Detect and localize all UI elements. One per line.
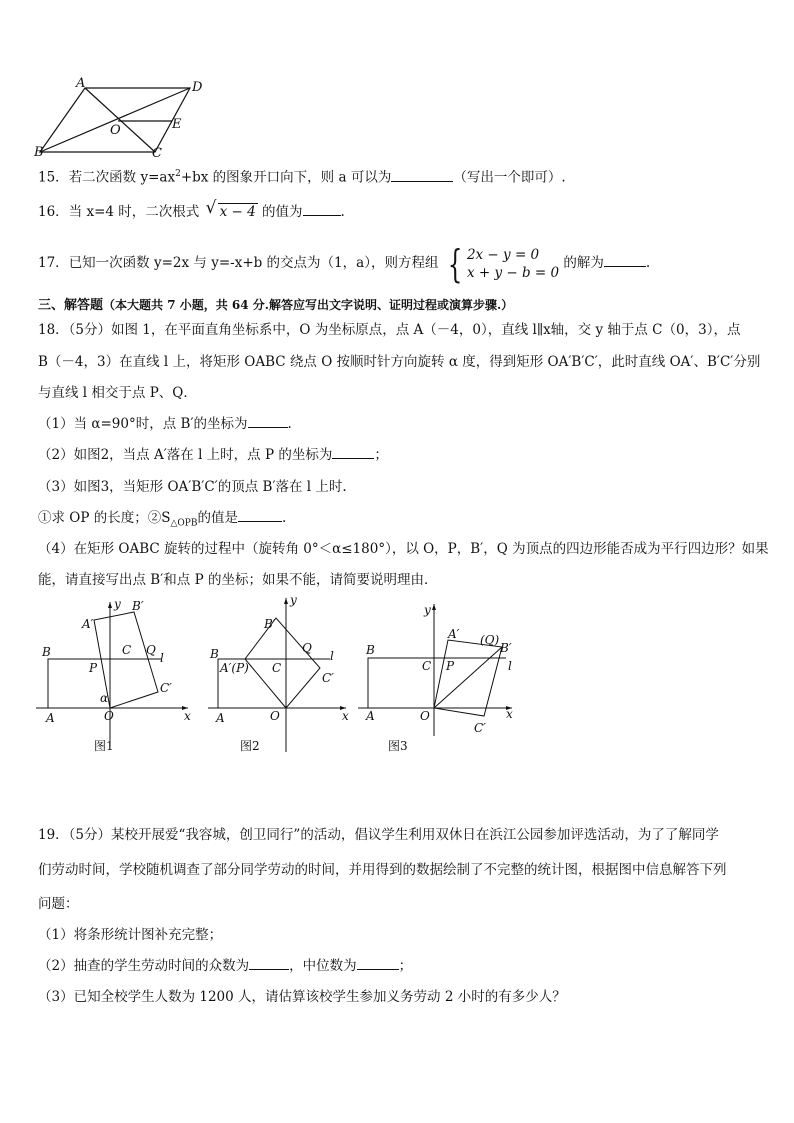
caption-fig2: 图2 (240, 739, 260, 753)
figure-3 (358, 596, 518, 756)
answer-blank[interactable] (238, 509, 282, 522)
equation-system: 2x − y = 0 x + y − b = 0 (466, 246, 560, 281)
svg-text:C′: C′ (322, 671, 334, 685)
svg-text:Q: Q (146, 643, 156, 657)
svg-text:O: O (270, 709, 280, 723)
svg-text:O: O (420, 709, 430, 723)
svg-text:A′: A′ (448, 627, 460, 641)
svg-text:α: α (100, 691, 109, 705)
question-19-part1: （1）将条形统计图补充完整； (38, 927, 223, 943)
question-18-line3: 与直线 l 相交于点 P、Q． (38, 385, 197, 401)
question-18-part1: （1）当 α=90°时，点 B′的坐标为 . (38, 416, 292, 432)
svg-text:y: y (114, 597, 121, 611)
answer-blank[interactable] (332, 446, 374, 459)
svg-text:y: y (424, 603, 431, 617)
figure-2 (204, 596, 354, 756)
label-d: D (192, 80, 203, 95)
svg-text:A′: A′ (82, 617, 94, 631)
rectangle-oabc (368, 658, 506, 708)
svg-text:A: A (366, 709, 375, 723)
svg-text:C: C (422, 659, 432, 673)
answer-blank[interactable] (303, 203, 341, 216)
caption-fig1: 图1 (94, 739, 114, 753)
svg-text:l: l (160, 651, 164, 665)
svg-text:C′: C′ (474, 721, 486, 735)
label-c: C (152, 146, 162, 161)
caption-fig3: 图3 (388, 739, 408, 753)
section-heading: 三、解答题（本大题共 7 小题，共 64 分.解答应写出文字说明、证明过程或演算步骤.） (38, 298, 514, 313)
label-a: A (76, 76, 86, 91)
label-o: O (110, 123, 121, 138)
question-18-part4-line1: （4）在矩形 OABC 旋转的过程中（旋转角 0°＜α≤180°），以 O，P，B′，Q 为顶点的四边形能否成为平行四边形？如果 (38, 541, 769, 557)
svg-text:l: l (508, 659, 512, 673)
question-15: 15．若二次函数 $y=ax^2+bx$ 的图象开口向下，则 a 可以为 （写出一个即可）. (38, 169, 566, 186)
rectangle-rotated (245, 618, 320, 708)
question-18-part4-line2: 能，请直接写出点 B′和点 P 的坐标；如果不能，请简要说明理由． (38, 572, 438, 588)
answer-blank[interactable] (249, 957, 289, 970)
label-e: E (172, 117, 182, 132)
svg-text:B′: B′ (264, 617, 276, 631)
svg-text:(Q): (Q) (480, 633, 500, 647)
question-19-line3: 问题： (38, 896, 79, 912)
svg-text:A′(P): A′(P) (220, 661, 249, 675)
svg-text:y: y (290, 596, 297, 607)
question-18-part2: （2）如图2，当点 A′落在 l 上时，点 P 的坐标为 ； (38, 447, 388, 463)
svg-text:A: A (216, 711, 225, 725)
question-18-part3-sub: ①求 OP 的长度；$②S_{\triangle OPB}$的值是 . (38, 510, 287, 529)
label-b: B (34, 145, 44, 160)
svg-text:O: O (104, 709, 114, 723)
svg-text:P: P (89, 661, 98, 675)
figure-1 (36, 596, 196, 756)
sqrt-expression: √ x − 4 (205, 198, 256, 220)
svg-text:x: x (506, 707, 513, 721)
diagonal-ac (85, 88, 155, 152)
question-19-line2: 们劳动时间，学校随机调查了部分同学劳动的时间，并用得到的数据绘制了不完整的统计图，根据图中信息解答下列 (38, 862, 727, 878)
svg-text:P: P (446, 659, 455, 673)
svg-text:C′: C′ (160, 681, 172, 695)
svg-text:l: l (330, 649, 334, 663)
answer-blank[interactable] (604, 254, 646, 267)
svg-text:A: A (46, 711, 55, 725)
question-18-line1: 18．（5分）如图 1，在平面直角坐标系中，O 为坐标原点，点 A（－4，0），直线 l∥x轴，交 y 轴于点 C（0，3），点 (38, 322, 741, 338)
svg-text:B: B (210, 647, 219, 661)
question-18-part3: （3）如图3，当矩形 OA′B′C′的顶点 B′落在 l 上时. (38, 479, 347, 495)
svg-text:C: C (272, 661, 282, 675)
question-17: 17．已知一次函数 y=2x 与 y=-x+b 的交点为（1，a），则方程组 { 2x − y = 0 x + y − b = 0 的解为 . (38, 241, 651, 286)
svg-text:C: C (122, 643, 132, 657)
question-19-line1: 19．（5分）某校开展爱“我容城，创卫同行”的活动，倡议学生利用双休日在浜江公园参加评选活动，为了了解同学 (38, 827, 719, 843)
answer-blank[interactable] (391, 169, 453, 182)
svg-text:x: x (184, 709, 191, 723)
svg-text:B: B (366, 643, 375, 657)
svg-text:x: x (342, 709, 349, 723)
answer-blank[interactable] (357, 957, 399, 970)
svg-text:Q: Q (302, 641, 312, 655)
brace: { (447, 241, 463, 286)
question-19-part2: （2）抽查的学生劳动时间的众数为 ，中位数为 ； (38, 958, 413, 974)
svg-text:B′: B′ (132, 599, 144, 613)
svg-text:B: B (42, 645, 51, 659)
question-19-part3: （3）已知全校学生人数为 1200 人，请估算该校学生参加义务劳动 2 小时的有多少人？ (38, 989, 566, 1005)
question-18-line2: B（－4，3）在直线 l 上，将矩形 OABC 绕点 O 按顺时针方向旋转 α 度，得到矩形 OA′B′C′，此时直线 OA′、B′C′分别 (38, 354, 761, 370)
question-16: 16．当 x=4 时，二次根式 √ x − 4 的值为 . (38, 198, 345, 220)
answer-blank[interactable] (248, 415, 288, 428)
parallelogram-figure (30, 76, 210, 162)
svg-text:B′: B′ (500, 641, 512, 655)
